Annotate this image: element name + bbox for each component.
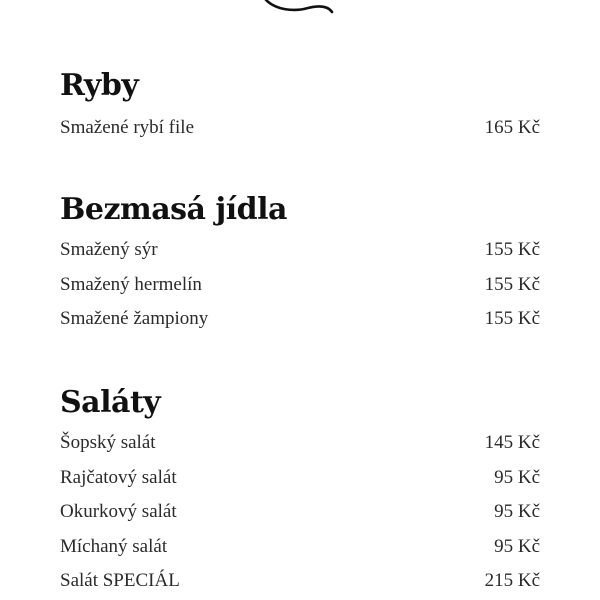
menu-item	[60, 495, 540, 530]
item-name: Smažené žampiony	[60, 308, 209, 330]
section-title: Ryby	[60, 68, 139, 103]
menu-item	[60, 268, 540, 303]
menu-section-ryby	[60, 69, 540, 146]
menu-section-bezmasa-jidla	[60, 193, 540, 337]
item-price: 165 Kč	[484, 117, 540, 138]
menu-item	[60, 111, 540, 146]
item-price: 145 Kč	[484, 432, 540, 453]
item-name: Salát SPECIÁL	[60, 570, 180, 592]
item-price: 95 Kč	[494, 501, 540, 523]
menu-item	[60, 564, 540, 599]
item-price: 95 Kč	[494, 535, 540, 557]
item-price: 155 Kč	[484, 273, 540, 295]
item-name: Šopský salát	[60, 432, 156, 453]
menu-item	[60, 302, 540, 337]
item-name: Rajčatový salát	[60, 466, 177, 488]
section-title: Saláty	[60, 385, 161, 420]
menu-section-salaty	[60, 386, 540, 599]
section-title: Bezmasá jídla	[60, 192, 287, 227]
menu-items-list	[60, 426, 540, 599]
menu-items-list	[60, 233, 540, 337]
menu-item	[60, 530, 540, 565]
item-name: Smažený sýr	[60, 239, 158, 260]
item-price: 155 Kč	[484, 239, 540, 260]
menu-item	[60, 233, 540, 268]
item-name: Smažený hermelín	[60, 273, 202, 295]
item-name: Míchaný salát	[60, 535, 168, 557]
menu-items-list	[60, 111, 540, 146]
item-price: 215 Kč	[484, 570, 540, 592]
item-name: Smažené rybí file	[60, 117, 195, 138]
menu-item	[60, 426, 540, 461]
item-price: 95 Kč	[494, 466, 540, 488]
item-name: Okurkový salát	[60, 501, 177, 523]
menu-item	[60, 461, 540, 496]
swash-ornament-icon	[262, 0, 338, 18]
item-price: 155 Kč	[484, 308, 540, 330]
